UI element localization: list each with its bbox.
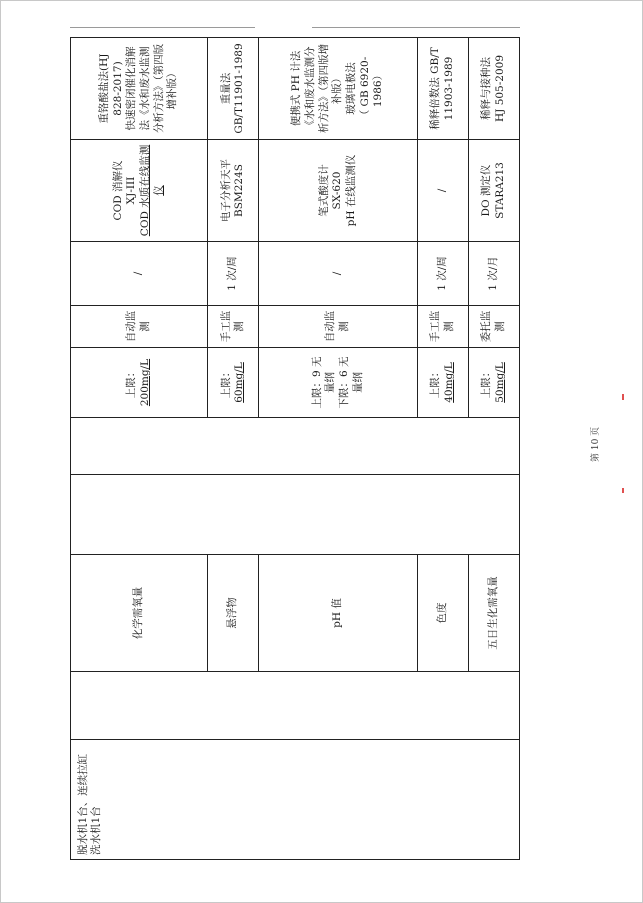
limit-prefix: 上限： <box>125 366 138 399</box>
instrument-cell <box>417 140 468 242</box>
blank-cell <box>71 672 520 740</box>
pollutant-cell <box>417 555 468 672</box>
method-cell <box>417 306 468 348</box>
method-text: 委托监测 <box>480 310 506 343</box>
method-cell <box>71 306 208 348</box>
instrument-text: / <box>436 188 449 193</box>
standard-cell <box>417 38 468 140</box>
standard-cell <box>468 38 519 140</box>
page-number: 第 10 页 <box>591 426 601 462</box>
pollutant-cell <box>71 555 208 672</box>
instrument-text: 笔式酸度计 SX-620 pH 在线监测仪 <box>317 154 357 227</box>
frequency-text: 1 次/周 <box>226 256 239 291</box>
limit-value: 50mg/L <box>493 362 506 403</box>
limit-prefix: 上限： <box>219 366 232 399</box>
instrument-cell <box>468 140 519 242</box>
instrument-cell <box>259 140 418 242</box>
limit-text: 上限：9 无量纲 下限：6 无量纲 <box>310 356 364 409</box>
frequency-cell <box>208 242 259 306</box>
pollutant-name: 化学需氧量 <box>132 586 145 640</box>
top-rule-right <box>312 27 520 28</box>
table-row <box>71 38 208 860</box>
equipment-cell <box>71 740 520 860</box>
instrument-underlined: COD 水质在线监测仪 <box>139 144 165 237</box>
frequency-text: 1 次/周 <box>436 256 449 291</box>
instrument-text: 电子分析天平 BSM224S <box>219 159 246 222</box>
limit-value: 40mg/L <box>442 362 455 403</box>
limit-cell <box>468 348 519 418</box>
monitoring-table <box>70 37 520 860</box>
standard-text: 重量法 GB/T11901-1989 <box>219 43 246 134</box>
limit-cell <box>417 348 468 418</box>
standard-cell <box>259 38 418 140</box>
standard-cell <box>71 38 208 140</box>
top-rule-left <box>70 27 255 28</box>
pollutant-name: 五日生化需氧量 <box>487 576 500 650</box>
pollutant-name: 色度 <box>436 602 449 624</box>
standard-text: 重铬酸盐法(HJ 828-2017) 快速密闭催化消解法《水和废水监测分析方法》（第四版增补版） <box>98 43 179 134</box>
equipment-label: 脱水机1台、连续拉缸洗水机1台 <box>77 753 103 855</box>
frequency-cell <box>259 242 418 306</box>
limit-prefix: 上限： <box>429 366 442 399</box>
instrument-line: COD 消解仪 <box>111 160 124 221</box>
limit-cell <box>71 348 208 418</box>
frequency-text: / <box>331 271 344 276</box>
pollutant-cell <box>259 555 418 672</box>
instrument-line: XJ-III <box>125 176 138 205</box>
limit-value: 60mg/L <box>233 362 246 403</box>
instrument-text: DO 测定仪 STARA213 <box>480 162 506 219</box>
frequency-text: / <box>132 271 145 276</box>
frequency-cell <box>71 242 208 306</box>
pollutant-cell <box>208 555 259 672</box>
limit-cell <box>259 348 418 418</box>
standard-cell <box>208 38 259 140</box>
method-text: 自动监测 <box>324 310 351 343</box>
method-text: 手工监测 <box>429 310 455 343</box>
limit-value: 200mg/L <box>139 358 152 407</box>
blank-cell <box>71 418 520 475</box>
pollutant-name: 悬浮物 <box>226 597 239 629</box>
blank-cell <box>71 475 520 555</box>
instrument-cell <box>71 140 208 242</box>
frequency-text: 1 次/月 <box>487 256 500 291</box>
limit-cell <box>208 348 259 418</box>
scan-mark <box>622 488 624 493</box>
standard-text: 稀释倍数法 GB/T 11903-1989 <box>429 47 455 130</box>
pollutant-cell <box>468 555 519 672</box>
pollutant-name: pH 值 <box>331 598 344 628</box>
method-text: 自动监测 <box>125 310 152 343</box>
limit-prefix: 上限： <box>480 366 493 399</box>
frequency-cell <box>417 242 468 306</box>
standard-text: 稀释与接种法 HJ 505-2009 <box>480 55 506 123</box>
method-cell <box>208 306 259 348</box>
scan-mark <box>622 394 624 400</box>
method-cell <box>259 306 418 348</box>
standard-text: 便携式 PH 计法《水和废水监测分析方法》（第四版增补版） 玻璃电极法 （ GB 6920-1986） <box>290 43 385 134</box>
frequency-cell <box>468 242 519 306</box>
method-cell <box>468 306 519 348</box>
instrument-cell <box>208 140 259 242</box>
method-text: 手工监测 <box>219 310 246 343</box>
